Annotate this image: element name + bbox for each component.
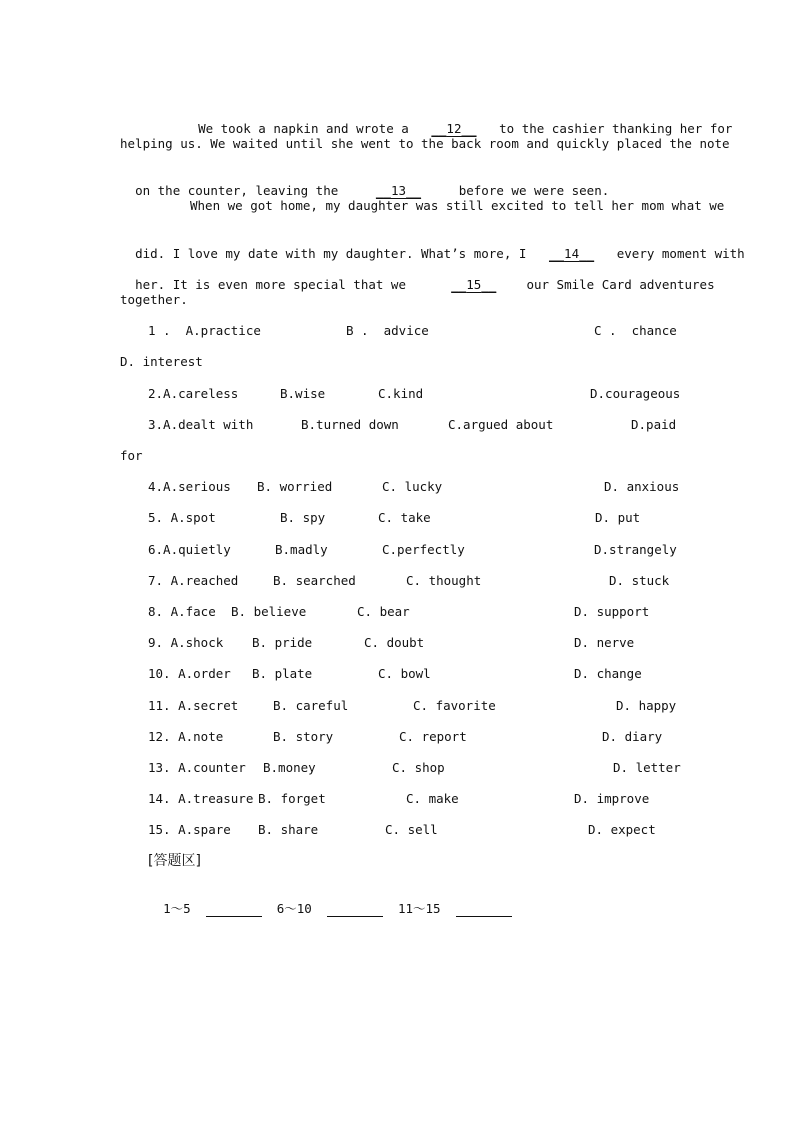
answer-range-label: 11～15	[397, 901, 441, 916]
q10-option-a: 10. A.order	[148, 666, 231, 681]
q12-option-a: 12. A.note	[148, 729, 224, 744]
q3-option-a: 3.A.dealt with	[148, 417, 254, 432]
q15-option-c: C. sell	[385, 822, 438, 837]
q14-option-a: 14. A.treasure	[148, 791, 254, 806]
q11-option-d: D. happy	[616, 698, 677, 713]
passage-text: When we got home, my daughter was still excited to tell her mom what we	[190, 198, 725, 213]
q2-option-d: D.courageous	[590, 386, 681, 401]
q15-option-d: D. expect	[588, 822, 656, 837]
q4-option-c: C. lucky	[382, 479, 443, 494]
q15-option-a: 15. A.spare	[148, 822, 231, 837]
q8-option-c: C. bear	[357, 604, 410, 619]
q13-option-b: B.money	[263, 760, 316, 775]
blank-14: __14__	[548, 246, 595, 261]
q5-option-a: 5. A.spot	[148, 510, 216, 525]
q10-option-c: C. bowl	[378, 666, 431, 681]
q3-option-d: D.paid	[631, 417, 677, 432]
q4-option-d: D. anxious	[604, 479, 680, 494]
q3-option-b: B.turned down	[301, 417, 399, 432]
q12-option-d: D. diary	[602, 729, 663, 744]
q5-option-b: B. spy	[280, 510, 326, 525]
blank-number: 12	[446, 121, 462, 136]
passage-line	[190, 198, 724, 214]
q6-option-c: C.perfectly	[382, 542, 465, 557]
answer-range-label: 6～10	[276, 901, 312, 916]
q7-option-c: C. thought	[406, 573, 482, 588]
q6-option-b: B.madly	[275, 542, 328, 557]
blank-15: __15__	[451, 277, 497, 292]
q14-option-b: B. forget	[258, 791, 326, 806]
passage-text: did. I love my date with my daughter. What’s more, I	[135, 246, 527, 261]
passage-line	[120, 136, 730, 152]
answer-range-label: 1～5	[163, 901, 191, 916]
q9-option-d: D. nerve	[574, 635, 635, 650]
q7-option-d: D. stuck	[609, 573, 670, 588]
q8-option-a: 8. A.face	[148, 604, 216, 619]
passage-line	[120, 292, 188, 308]
q4-option-b: B. worried	[257, 479, 333, 494]
q4-option-a: 4.A.serious	[148, 479, 231, 494]
passage-text: our Smile Card adventures	[526, 277, 715, 292]
passage-text: every moment with	[616, 246, 745, 261]
q5-option-c: C. take	[378, 510, 431, 525]
q11-option-c: C. favorite	[413, 698, 496, 713]
q14-option-c: C. make	[406, 791, 459, 806]
q9-option-c: C. doubt	[364, 635, 425, 650]
q2-option-b: B.wise	[280, 386, 326, 401]
passage-text: on the counter, leaving the	[135, 183, 339, 198]
q1-option-d: D. interest	[120, 354, 203, 369]
q13-option-c: C. shop	[392, 760, 445, 775]
q13-option-d: D. letter	[613, 760, 681, 775]
passage-text: We took a napkin and wrote a	[198, 121, 409, 136]
answer-area-title: [答题区]	[148, 853, 201, 869]
q9-option-a: 9. A.shock	[148, 635, 224, 650]
passage-line	[120, 261, 715, 293]
q14-option-d: D. improve	[574, 791, 650, 806]
blank-number: 15	[466, 277, 482, 292]
answer-blank-6-10[interactable]	[327, 904, 383, 917]
passage-text: her. It is even more special that we	[135, 277, 406, 292]
q3-option-d-cont: for	[120, 448, 143, 463]
q2-option-a: 2.A.careless	[148, 386, 239, 401]
q10-option-d: D. change	[574, 666, 642, 681]
q8-option-d: D. support	[574, 604, 650, 619]
q7-option-a: 7. A.reached	[148, 573, 239, 588]
q11-option-b: B. careful	[273, 698, 349, 713]
q5-option-d: D. put	[595, 510, 641, 525]
passage-text: helping us. We waited until she went to the back room and quickly placed the note	[120, 136, 730, 151]
passage-text: together.	[120, 292, 188, 307]
passage-text: before we were seen.	[458, 183, 610, 198]
blank-number: 13	[390, 183, 407, 198]
q1-option-c: C . chance	[594, 323, 677, 338]
answer-blank-11-15[interactable]	[456, 904, 512, 917]
q8-option-b: B. believe	[231, 604, 307, 619]
answer-blank-1-5[interactable]	[206, 904, 262, 917]
q7-option-b: B. searched	[273, 573, 356, 588]
passage-line	[120, 167, 609, 199]
q1-option-a: 1 . A.practice	[148, 323, 261, 338]
q9-option-b: B. pride	[252, 635, 313, 650]
answer-row	[148, 885, 512, 917]
passage-text: to the cashier thanking her for	[499, 121, 733, 136]
q11-option-a: 11. A.secret	[148, 698, 239, 713]
blank-12: __12__	[431, 121, 477, 136]
q3-option-c: C.argued about	[448, 417, 554, 432]
q2-option-c: C.kind	[378, 386, 424, 401]
blank-number: 14	[564, 246, 580, 261]
q13-option-a: 13. A.counter	[148, 760, 246, 775]
q10-option-b: B. plate	[252, 666, 313, 681]
q6-option-a: 6.A.quietly	[148, 542, 231, 557]
blank-13: __13__	[375, 183, 422, 198]
passage-line	[120, 230, 745, 262]
q1-option-b: B . advice	[346, 323, 429, 338]
q12-option-b: B. story	[273, 729, 334, 744]
q15-option-b: B. share	[258, 822, 319, 837]
q6-option-d: D.strangely	[594, 542, 677, 557]
passage-line	[183, 105, 732, 137]
q12-option-c: C. report	[399, 729, 467, 744]
